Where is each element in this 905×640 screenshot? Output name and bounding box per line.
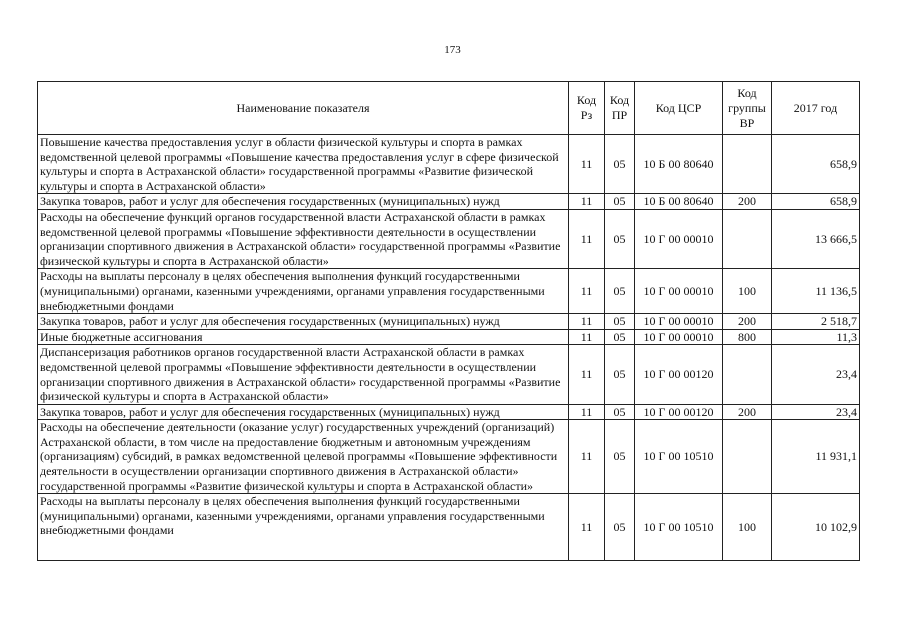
table-row — [38, 345, 860, 404]
row-rz: 11 — [569, 194, 605, 210]
row-csr: 10 Г 00 00010 — [635, 269, 723, 314]
header-name: Наименование показателя — [38, 82, 569, 135]
row-rz: 11 — [569, 329, 605, 345]
row-pr: 05 — [605, 404, 635, 420]
row-rz: 11 — [569, 314, 605, 330]
table-row — [38, 404, 860, 420]
row-pr: 05 — [605, 329, 635, 345]
row-pr: 05 — [605, 345, 635, 404]
row-name: Диспансеризация работников органов государственной власти Астраханской области в рамках ведомственной целевой программы «Повышение эффективности деятельности в осуществлении организации спортивного движения в Астраханской области» государственной программы «Развитие физической культуры и спорта в Астраханской области» — [38, 345, 569, 404]
row-name: Закупка товаров, работ и услуг для обеспечения государственных (муниципальных) нужд — [38, 404, 569, 420]
row-csr: 10 Г 00 10510 — [635, 420, 723, 494]
row-amount: 11 931,1 — [772, 420, 860, 494]
row-amount: 23,4 — [772, 345, 860, 404]
row-name: Расходы на обеспечение функций органов государственной власти Астраханской области в рамках ведомственной целевой программы «Повышение эффективности деятельности в осуществлении организации спортивного движения в Астраханской области» государственной программы «Развитие физической культуры и спорта в Астраханской области» — [38, 209, 569, 268]
row-csr: 10 Б 00 80640 — [635, 135, 723, 194]
row-vr — [723, 135, 772, 194]
row-csr: 10 Г 00 00120 — [635, 345, 723, 404]
row-amount: 11,3 — [772, 329, 860, 345]
header-csr: Код ЦСР — [635, 82, 723, 135]
row-vr: 100 — [723, 494, 772, 561]
row-vr — [723, 209, 772, 268]
row-amount: 658,9 — [772, 194, 860, 210]
row-rz: 11 — [569, 209, 605, 268]
row-pr: 05 — [605, 194, 635, 210]
row-vr: 200 — [723, 314, 772, 330]
row-name: Закупка товаров, работ и услуг для обеспечения государственных (муниципальных) нужд — [38, 194, 569, 210]
row-name: Расходы на выплаты персоналу в целях обеспечения выполнения функций государственными (муниципальными) органами, казенными учреждениями, органами управления государственными внебюджетными фондами — [38, 494, 569, 561]
row-name: Повышение качества предоставления услуг в области физической культуры и спорта в рамках ведомственной целевой программы «Повышение качества предоставления услуг в сфере физической культуры и спорта в Астраханской области» государственной программы «Развитие физической культуры и спорта в Астраханской области» — [38, 135, 569, 194]
header-vr: Код группы ВР — [723, 82, 772, 135]
row-rz: 11 — [569, 269, 605, 314]
row-rz: 11 — [569, 404, 605, 420]
table-row — [38, 209, 860, 268]
header-rz: Код Рз — [569, 82, 605, 135]
row-vr: 100 — [723, 269, 772, 314]
row-rz: 11 — [569, 135, 605, 194]
table-row — [38, 135, 860, 194]
row-amount: 2 518,7 — [772, 314, 860, 330]
row-amount: 11 136,5 — [772, 269, 860, 314]
row-vr — [723, 345, 772, 404]
row-pr: 05 — [605, 135, 635, 194]
row-amount: 658,9 — [772, 135, 860, 194]
table-row — [38, 269, 860, 314]
table-row — [38, 314, 860, 330]
row-rz: 11 — [569, 420, 605, 494]
table-row — [38, 329, 860, 345]
row-name: Расходы на выплаты персоналу в целях обеспечения выполнения функций государственными (муниципальными) органами, казенными учреждениями, органами управления государственными внебюджетными фондами — [38, 269, 569, 314]
table-row — [38, 420, 860, 494]
row-csr: 10 Г 00 00010 — [635, 314, 723, 330]
row-amount: 13 666,5 — [772, 209, 860, 268]
row-csr: 10 Г 00 10510 — [635, 494, 723, 561]
header-year: 2017 год — [772, 82, 860, 135]
row-csr: 10 Г 00 00120 — [635, 404, 723, 420]
row-pr: 05 — [605, 269, 635, 314]
row-vr: 200 — [723, 404, 772, 420]
row-pr: 05 — [605, 209, 635, 268]
row-vr — [723, 420, 772, 494]
row-amount: 23,4 — [772, 404, 860, 420]
row-name: Закупка товаров, работ и услуг для обеспечения государственных (муниципальных) нужд — [38, 314, 569, 330]
row-rz: 11 — [569, 345, 605, 404]
row-vr: 800 — [723, 329, 772, 345]
row-name: Расходы на обеспечение деятельности (оказание услуг) государственных учреждений (организаций) Астраханской области, в том числе на предоставление бюджетным и автономным учреждениям (организациям) субсидий, в рамках ведомственной целевой программы «Повышение эффективности деятельности в осуществлении организации спортивного движения в Астраханской области» государственной программы «Развитие физической культуры и спорта в Астраханской области» — [38, 420, 569, 494]
table-row — [38, 494, 860, 561]
row-pr: 05 — [605, 314, 635, 330]
row-csr: 10 Г 00 00010 — [635, 329, 723, 345]
row-amount: 10 102,9 — [772, 494, 860, 561]
row-name: Иные бюджетные ассигнования — [38, 329, 569, 345]
row-rz: 11 — [569, 494, 605, 561]
row-pr: 05 — [605, 494, 635, 561]
row-csr: 10 Б 00 80640 — [635, 194, 723, 210]
table-header-row — [38, 82, 860, 135]
budget-table — [37, 81, 860, 561]
row-csr: 10 Г 00 00010 — [635, 209, 723, 268]
row-pr: 05 — [605, 420, 635, 494]
row-vr: 200 — [723, 194, 772, 210]
header-pr: Код ПР — [605, 82, 635, 135]
table-row — [38, 194, 860, 210]
page-number: 173 — [444, 44, 461, 56]
